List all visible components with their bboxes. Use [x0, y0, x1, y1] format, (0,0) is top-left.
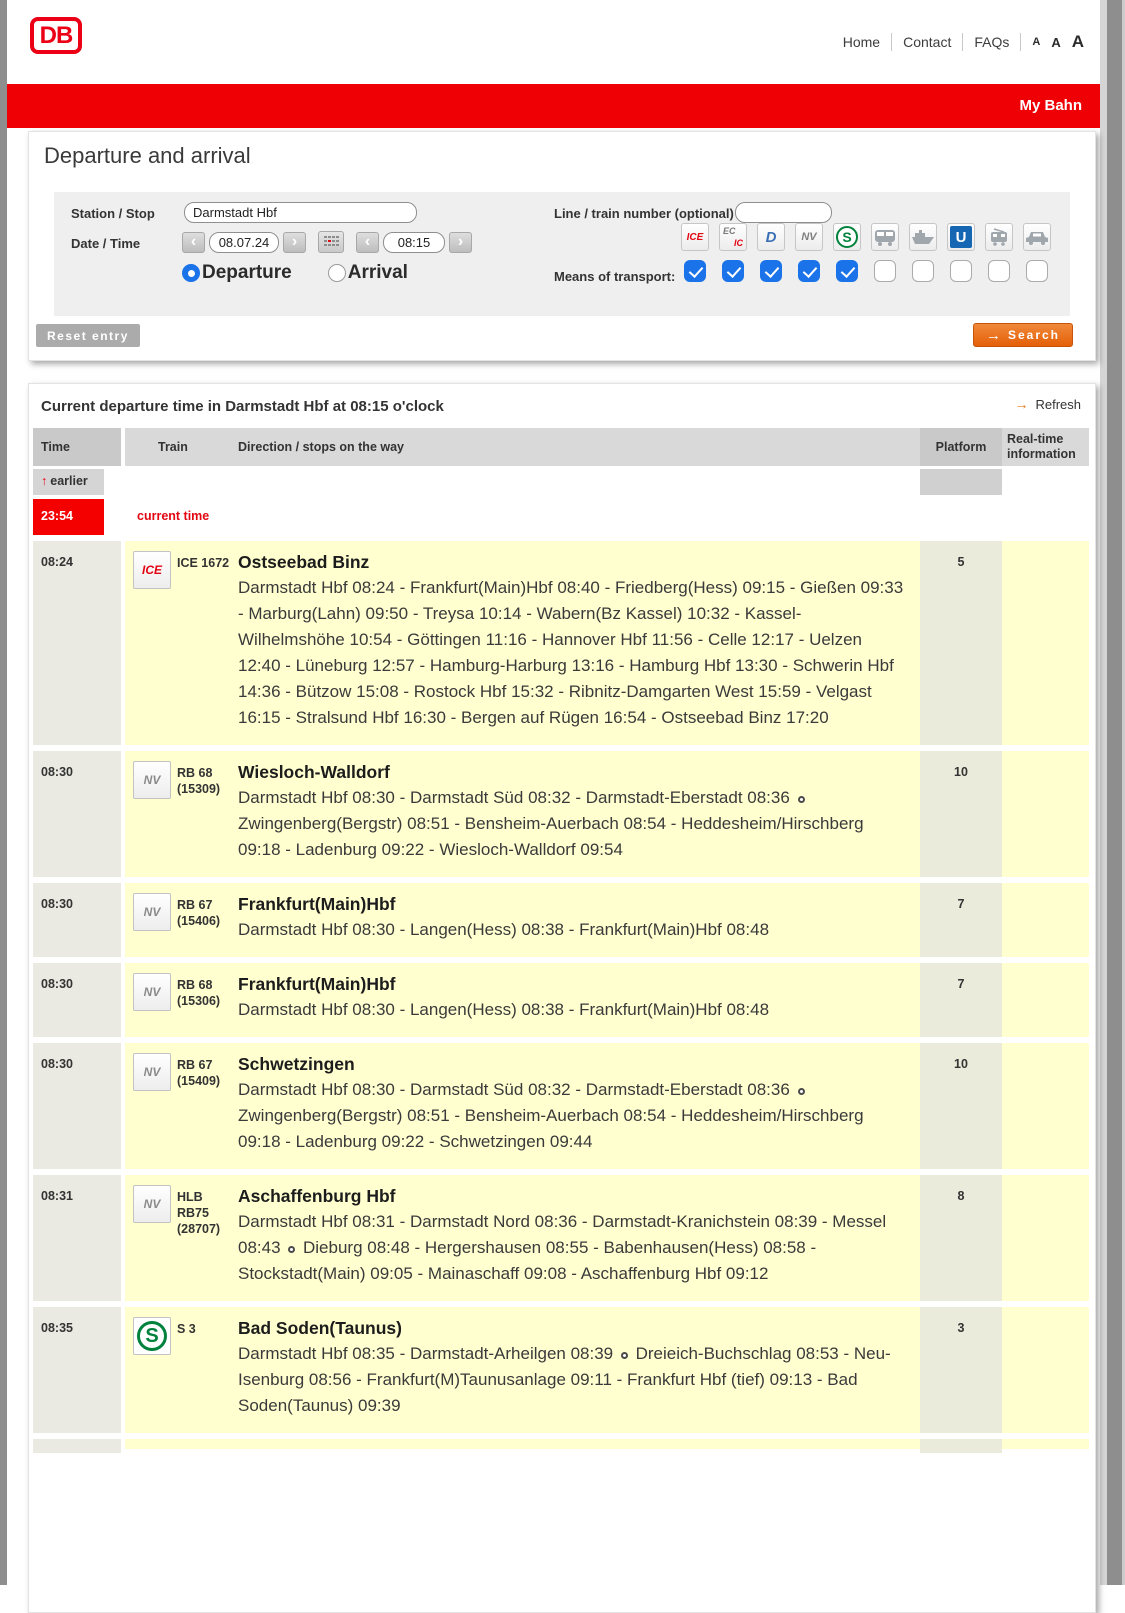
realtime-info-cell	[1002, 1043, 1089, 1169]
transport-checkbox-u-bahn[interactable]	[950, 260, 972, 282]
departure-time: 08:35	[33, 1307, 121, 1433]
departure-time: 08:30	[33, 883, 121, 957]
time-input[interactable]	[383, 232, 445, 253]
nav-contact[interactable]: Contact	[903, 34, 952, 50]
realtime-info-cell	[1002, 1307, 1089, 1433]
time-next-button[interactable]: ›	[449, 232, 472, 253]
my-bahn-link[interactable]: My Bahn	[1019, 97, 1082, 114]
transport-checkbox-s-bahn[interactable]	[836, 260, 858, 282]
ec-ic-icon: EC IC	[719, 223, 747, 251]
table-row	[33, 1307, 1089, 1433]
date-next-button[interactable]: ›	[283, 232, 306, 253]
destination-link[interactable]: Frankfurt(Main)Hbf	[238, 974, 396, 994]
current-time-row	[33, 499, 1089, 535]
table-header-row	[33, 428, 1089, 466]
train-type-icon: NV	[133, 1053, 171, 1091]
font-size-large-button[interactable]: A	[1071, 32, 1084, 51]
destination-link[interactable]: Bad Soden(Taunus)	[238, 1318, 402, 1338]
platform-number: 10	[920, 1043, 1002, 1169]
train-number: (15309)	[177, 782, 221, 796]
arrival-radio[interactable]	[328, 262, 408, 284]
nav-faqs[interactable]: FAQs	[974, 34, 1010, 50]
destination-link[interactable]: Wiesloch-Walldorf	[238, 762, 390, 782]
tram-icon	[985, 223, 1013, 251]
skip-stops-icon	[288, 1246, 295, 1253]
radio-unselected-icon	[328, 264, 346, 282]
results-panel	[28, 383, 1096, 1613]
route-stops: Darmstadt Hbf 08:30 - Langen(Hess) 08:38 - Frankfurt(Main)Hbf 08:48	[238, 920, 770, 939]
table-row	[33, 751, 1089, 877]
clipped-next-row	[33, 1439, 1089, 1449]
form-title: Departure and arrival	[44, 143, 251, 168]
col-header-train: Train	[158, 440, 188, 454]
departure-time: 08:31	[33, 1175, 121, 1301]
train-type-icon: NV	[133, 761, 171, 799]
route-stops: Darmstadt Hbf 08:30 - Darmstadt Süd 08:32 - Darmstadt-Eberstadt 08:36 Zwingenberg(Bergstr) 08:51 - Bensheim-Auerbach 08:54 - Heddesheim/Hirschberg 09:18 - Ladenburg 09:22 - Schwetzingen 09:44	[238, 1080, 864, 1151]
db-logo-text: DB	[39, 21, 73, 49]
destination-link[interactable]: Ostseebad Binz	[238, 552, 370, 572]
date-input[interactable]	[209, 232, 279, 253]
font-size-medium-button[interactable]: A	[1051, 34, 1061, 50]
s-bahn-icon: S	[833, 223, 861, 251]
train-type-icon: NV	[133, 1185, 171, 1223]
search-button[interactable]: → Search	[973, 323, 1073, 347]
current-time-label: current time	[137, 509, 210, 523]
date-prev-button[interactable]: ‹	[182, 232, 205, 253]
transport-checkbox-row	[684, 260, 1048, 282]
platform-number: 5	[920, 541, 1002, 745]
table-row	[33, 1175, 1089, 1301]
col-header-direction: Direction / stops on the way	[238, 440, 404, 454]
transport-checkbox-tram[interactable]	[988, 260, 1010, 282]
ice-icon: ICE	[681, 223, 709, 251]
time-prev-button[interactable]: ‹	[356, 232, 379, 253]
departure-time: 08:30	[33, 751, 121, 877]
departure-table	[33, 428, 1089, 1449]
table-row	[33, 963, 1089, 1037]
nav-divider	[1020, 33, 1021, 51]
destination-link[interactable]: Frankfurt(Main)Hbf	[238, 894, 396, 914]
route-stops: Darmstadt Hbf 08:30 - Darmstadt Süd 08:32 - Darmstadt-Eberstadt 08:36 Zwingenberg(Bergstr) 08:51 - Bensheim-Auerbach 08:54 - Heddesheim/Hirschberg 09:18 - Ladenburg 09:22 - Wiesloch-Walldorf 09:54	[238, 788, 864, 859]
red-band	[7, 84, 1100, 128]
realtime-info-cell	[1002, 1175, 1089, 1301]
realtime-info-cell	[1002, 541, 1089, 745]
skip-stops-icon	[621, 1352, 628, 1359]
realtime-info-cell	[1002, 963, 1089, 1037]
earlier-row	[33, 469, 1089, 495]
results-title: Current departure time in Darmstadt Hbf at 08:15 o'clock	[41, 398, 444, 415]
transport-checkbox-ice[interactable]	[684, 260, 706, 282]
train-type-icon	[133, 1317, 171, 1355]
results-header	[29, 384, 1095, 428]
departure-time: 08:30	[33, 963, 121, 1037]
transport-mode-icons	[681, 223, 1051, 251]
col-header-platform: Platform	[920, 428, 1002, 466]
d-train-icon: D	[757, 223, 785, 251]
platform-number: 8	[920, 1175, 1002, 1301]
route-stops: Darmstadt Hbf 08:24 - Frankfurt(Main)Hbf 08:40 - Friedberg(Hess) 09:15 - Gießen 09:33 - Marburg(Lahn) 09:50 - Treysa 10:14 - Wabern(Bz Kassel) 10:32 - Kassel-Wilhelmshöhe 10:54 - Göttingen 11:16 - Hannover Hbf 11:56 - Celle 12:17 - Uelzen 12:40 - Lüneburg 12:57 - Hamburg-Harburg 13:16 - Hamburg Hbf 13:30 - Schwerin Hbf 14:36 - Bützow 15:08 - Rostock Hbf 15:32 - Ribnitz-Damgarten West 15:59 - Velgast 16:15 - Stralsund Hbf 16:30 - Bergen auf Rügen 16:54 - Ostseebad Binz 17:20	[238, 578, 904, 727]
train-number: (15409)	[177, 1074, 221, 1088]
departure-radio[interactable]	[182, 262, 292, 284]
train-name: ICE 1672	[177, 556, 230, 570]
transport-checkbox-ship[interactable]	[912, 260, 934, 282]
train-name: RB 68	[177, 766, 213, 780]
transport-checkbox-ec-ic[interactable]	[722, 260, 744, 282]
platform-number: 7	[920, 883, 1002, 957]
nav-home[interactable]: Home	[842, 34, 881, 50]
destination-link[interactable]: Aschaffenburg Hbf	[238, 1186, 396, 1206]
train-name: RB 67	[177, 898, 213, 912]
col-header-time: Time	[33, 428, 121, 466]
skip-stops-icon	[798, 1088, 805, 1095]
font-size-small-button[interactable]: A	[1032, 36, 1041, 48]
window-scrollbar[interactable]	[1100, 0, 1125, 1585]
station-label: Station / Stop	[71, 206, 155, 221]
col-header-realtime: Real-time information	[1002, 428, 1089, 466]
form-fields-area	[54, 192, 1070, 316]
calendar-icon[interactable]	[318, 231, 344, 253]
arrow-up-icon: ↑	[41, 474, 48, 488]
ship-icon	[909, 223, 937, 251]
arrow-right-icon: →	[985, 326, 1001, 344]
train-type-icon: NV	[133, 893, 171, 931]
table-row	[33, 1043, 1089, 1169]
transport-checkbox-nv[interactable]	[798, 260, 820, 282]
route-stops: Darmstadt Hbf 08:31 - Darmstadt Nord 08:36 - Darmstadt-Kranichstein 08:39 - Messel 08:43 Dieburg 08:48 - Hergershausen 08:55 - Babenhausen(Hess) 08:58 - Stockstadt(Main) 09:05 - Mainaschaff 09:08 - Aschaffenburg Hbf 09:12	[238, 1212, 887, 1283]
reset-entry-button[interactable]: Reset entry	[36, 324, 140, 347]
earlier-button[interactable]: ↑ earlier	[33, 469, 104, 495]
realtime-info-cell	[1002, 751, 1089, 877]
radio-selected-icon	[182, 264, 200, 282]
station-input[interactable]	[184, 202, 417, 223]
current-time-value: 23:54	[33, 499, 104, 535]
line-number-label: Line / train number (optional)	[554, 206, 734, 221]
datetime-label: Date / Time	[71, 236, 141, 251]
site-header	[7, 0, 1100, 84]
transport-checkbox-d[interactable]	[760, 260, 782, 282]
bus-icon	[871, 223, 899, 251]
train-name: RB 68	[177, 978, 213, 992]
top-nav	[843, 32, 1084, 52]
train-number: (28707)	[177, 1222, 221, 1236]
table-row	[33, 541, 1089, 745]
train-number: (15406)	[177, 914, 221, 928]
route-stops: Darmstadt Hbf 08:30 - Langen(Hess) 08:38 - Frankfurt(Main)Hbf 08:48	[238, 1000, 770, 1019]
table-row	[33, 883, 1089, 957]
window-edge-left	[0, 0, 7, 1585]
skip-stops-icon	[798, 796, 805, 803]
train-number: (15306)	[177, 994, 221, 1008]
train-type-icon: ICE	[133, 551, 171, 589]
search-form-panel	[28, 131, 1096, 361]
means-of-transport-label: Means of transport:	[554, 269, 676, 284]
train-name: RB 67	[177, 1058, 213, 1072]
taxi-icon	[1023, 223, 1051, 251]
departure-rows	[33, 541, 1089, 1433]
realtime-info-cell	[1002, 883, 1089, 957]
departure-time: 08:24	[33, 541, 121, 745]
nav-divider	[962, 33, 963, 51]
nav-divider	[891, 33, 892, 51]
train-name: HLB RB75	[177, 1190, 209, 1220]
platform-number: 3	[920, 1307, 1002, 1433]
db-logo[interactable]	[30, 17, 82, 54]
u-bahn-icon: U	[947, 223, 975, 251]
route-stops: Darmstadt Hbf 08:35 - Darmstadt-Arheilgen 08:39 Dreieich-Buchschlag 08:53 - Neu-Isenburg 08:56 - Frankfurt(M)Taunusanlage 09:11 - Frankfurt Hbf (tief) 09:13 - Bad Soden(Taunus) 09:39	[238, 1344, 891, 1415]
platform-number: 10	[920, 751, 1002, 877]
date-time-controls	[182, 231, 472, 253]
train-type-icon: NV	[133, 973, 171, 1011]
refresh-arrow-icon: →	[1014, 396, 1029, 412]
transport-checkbox-bus[interactable]	[874, 260, 896, 282]
nv-icon: NV	[795, 223, 823, 251]
departure-arrival-toggle	[182, 262, 408, 284]
earlier-platform-cell	[920, 469, 1002, 495]
page	[7, 0, 1100, 1585]
transport-checkbox-taxi[interactable]	[1026, 260, 1048, 282]
departure-radio-label: Departure	[202, 262, 292, 283]
destination-link[interactable]: Schwetzingen	[238, 1054, 355, 1074]
platform-number: 7	[920, 963, 1002, 1037]
s-bahn-logo: S	[137, 1321, 167, 1351]
arrival-radio-label: Arrival	[347, 262, 408, 283]
departure-time: 08:30	[33, 1043, 121, 1169]
refresh-link[interactable]: → Refresh	[1014, 396, 1081, 412]
line-number-input[interactable]	[735, 202, 832, 223]
train-name: S 3	[177, 1322, 196, 1336]
